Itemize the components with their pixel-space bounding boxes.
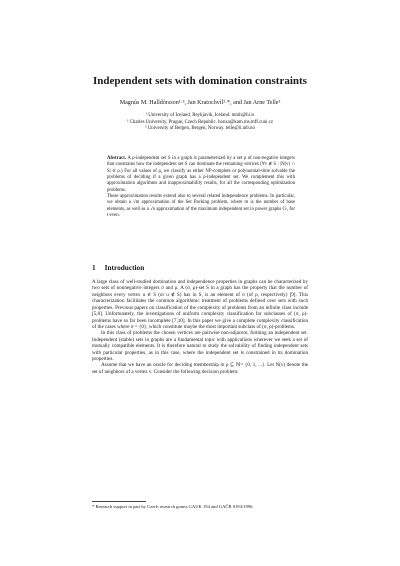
paper-title: Independent sets with domination constraints — [93, 75, 307, 87]
affiliation-2: ² Charles University, Prague, Czech Republic. honza@kam.ms.mff.cuni.cz — [126, 119, 274, 125]
footnote-rule — [92, 501, 146, 502]
affiliation-1: ¹ University of Iceland, Reykjavik, Iceland. mmh@hi.is — [145, 113, 255, 118]
section-number: 1 — [92, 263, 96, 272]
section-heading — [92, 263, 144, 272]
author-list: Magnús M. Halldórsson¹·³, Jan Kratochvíl²·*, and Jan Arne Telle³ — [119, 100, 281, 106]
affiliations — [0, 113, 400, 133]
abstract — [107, 156, 295, 219]
abstract-text: A ρ-independent set S in a graph is parameterized by a set ρ of non-negative integers that constrains how the independent set S can dominate the remaining vertices (∀v ∉ S : |N(v) ∩ S| ∈ ρ.) For all values of ρ, we classify as either NP-complete or polynomial-time solvable the problems of deciding if a given graph has a ρ-independent set. We complement this with approximation algorithms and inapproximability results, for all the corresponding optimization problems. — [107, 156, 296, 193]
body-paragraph-1: A large class of well-studied domination and independence properties in graphs can be characterized by two sets of nonnegative integers σ and ρ. A (σ, ρ)-set S in a graph has the property that the number of neighbors every vertex u ∈ S (or u ∉ S) has in S, is an element of σ (of ρ, respectively) [9]. This characterization facilitates the common algorithmic treatment of problems defined over sets with such properties. Previous papers on classification of the complexity of problems from an infinite class include [5,8]. Unfortunately, the investigations of uniform complexity classification for subclasses of (σ, ρ)-problems have so far been incomplete [7,10]. In this paper we give a complete complexity classification of the cases where σ = {0}, which constitute maybe the most important subclass of (σ, ρ)-problems. — [92, 279, 308, 330]
abstract-paragraph-2: These approximation results extend also to several related independence problems. In particular, we obtain a √m approximation of the Set Packing problem, where m is the number of base elements, as well as a √n approximation of the maximum independent set in power graphs Gᵗ, for t even. — [107, 194, 295, 219]
body-paragraph-2: In this class of problems the chosen vertices are pairwise non-adjacent, forming an independent set. Independent (stable) sets in graphs are a fundamental topic with applications wherever we seek a set of mutually compatible elements. It is therefore natural to study the solvability of finding independent sets with particular properties, as in this case, where the independent set is constrained in its domination properties. — [92, 330, 308, 363]
section-title: Introduction — [104, 263, 145, 272]
abstract-paragraph-1 — [107, 156, 295, 194]
abstract-label: Abstract. — [107, 156, 127, 161]
affiliation-3: ³ University of Bergen, Bergen, Norway. telle@ii.uib.no — [145, 126, 255, 131]
footnote: * Research support in part by Czech research grants GAUK 194 and GAČR 0194/1996. — [92, 504, 254, 509]
section-body — [92, 279, 308, 375]
body-paragraph-3: Assume that we have an oracle for deciding membership in ρ ⊆ ℕ= {0, 1, ...}. Let N(v) denote the set of neighbors of a vertex v. Consider the following decision problem: — [92, 362, 308, 375]
